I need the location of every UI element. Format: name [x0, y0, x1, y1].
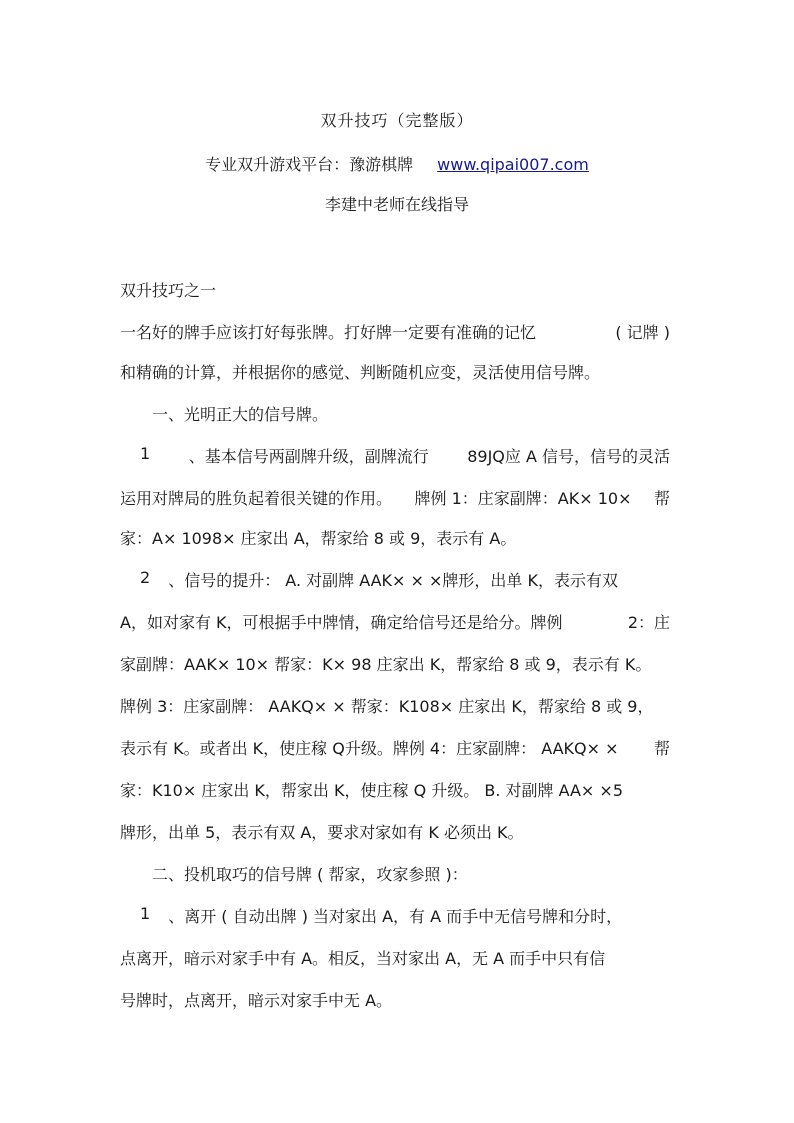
paragraph-1-line-2 [120, 486, 670, 509]
paragraph-1-line-3: 家：A× 1098× 庄家出 A，帮家给 8 或 9，表示有 A。 [120, 529, 517, 548]
document-title: 双升技巧（完整版） [320, 111, 474, 130]
paragraph-text: 、信号的提升： A. 对副牌 AAK× × ×牌形，出单 K，表示有双 [168, 571, 618, 590]
heading-1: 一、光明正大的信号牌。 [152, 405, 329, 424]
paragraph-3-line-2: 点离开，暗示对家手中有 A。相反，当对家出 A，无 A 而手中只有信 [120, 949, 606, 968]
intro-note: ( 记牌 ) [615, 323, 670, 342]
item-number: 1 [140, 444, 151, 463]
website-link[interactable]: www.qipai007.com [437, 155, 589, 174]
paragraph-text: 帮 [653, 489, 670, 508]
paragraph-2-line-1 [140, 568, 670, 591]
heading-2: 二、投机取巧的信号牌 ( 帮家，攻家参照 )： [152, 865, 468, 884]
paragraph-3-line-1 [140, 904, 670, 927]
intro-text: 一名好的牌手应该打好每张牌。打好牌一定要有准确的记忆 [120, 323, 537, 342]
item-number: 2 [140, 568, 151, 587]
paragraph-3-line-3: 号牌时，点离开，暗示对家手中无 A。 [120, 991, 393, 1010]
paragraph-text: 2：庄 [627, 613, 670, 632]
paragraph-text: A，如对家有 K，可根据手中牌情，确定给信号还是给分。牌例 [120, 613, 563, 632]
paragraph-text: 表示有 K。或者出 K，使庄稼 Q升级。牌例 4：庄家副牌： AAKQ× × [120, 739, 619, 758]
platform-line [0, 152, 794, 175]
teacher-line: 李建中老师在线指导 [324, 195, 469, 214]
paragraph-text: 帮 [653, 739, 670, 758]
section-title: 双升技巧之一 [120, 281, 217, 300]
paragraph-text: 、基本信号两副牌升级，副牌流行 [188, 447, 429, 466]
paragraph-1-line-1 [140, 444, 670, 467]
intro-line-1 [120, 320, 670, 343]
paragraph-2-line-6: 家：K10× 庄家出 K，帮家出 K，使庄稼 Q 升级。 B. 对副牌 AA× ×5 [120, 781, 624, 800]
item-number: 1 [140, 904, 151, 923]
paragraph-text: 牌例 1：庄家副牌：AK× 10× [414, 489, 632, 508]
paragraph-text: 运用对牌局的胜负起着很关键的作用。 [120, 489, 393, 508]
paragraph-2-line-3: 家副牌：AAK× 10× 帮家：K× 98 庄家出 K，帮家给 8 或 9，表示有 K。 [120, 655, 652, 674]
platform-name: 专业双升游戏平台：豫游棋牌 [205, 155, 414, 174]
intro-line-2: 和精确的计算，并根据你的感觉、判断随机应变，灵活使用信号牌。 [120, 363, 601, 382]
paragraph-2-line-4: 牌例 3：庄家副牌： AAKQ× × 帮家：K108× 庄家出 K，帮家给 8 或 9， [120, 697, 654, 716]
paragraph-2-line-5 [120, 736, 670, 759]
paragraph-2-line-2 [120, 610, 670, 633]
paragraph-text: 、离开 ( 自动出牌 ) 当对家出 A，有 A 而手中无信号牌和分时， [168, 907, 623, 926]
paragraph-text: 89JQ应 A 信号，信号的灵活 [467, 447, 670, 466]
paragraph-2-line-7: 牌形，出单 5，表示有双 A，要求对家如有 K 必须出 K。 [120, 823, 524, 842]
